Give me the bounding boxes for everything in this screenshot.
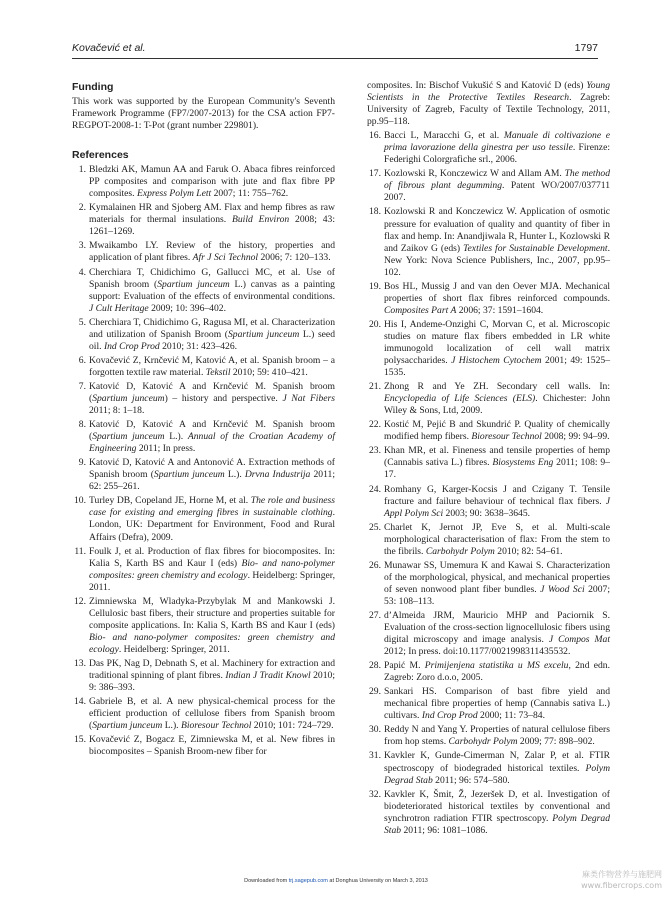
reference-text: Kozlowski R, Konczewicz W and Allam AM. The method of fibrous plant degumming. Patent WO/2007/037711 2007.: [384, 168, 610, 204]
reference-text: Sankari HS. Comparison of bast fibre yield and mechanical fibre properties of hemp (Cannabis sativa L.) cultivars. Ind Crop Prod 2000; 11: 73–84.: [384, 686, 610, 722]
reference-number: 22.: [369, 419, 381, 431]
reference-item: [367, 484, 610, 520]
reference-item: [367, 419, 610, 443]
reference-text: Zimniewska M, Wladyka-Przybylak M and Mankowski J. Cellulosic bast fibers, their structure and properties suitable for composite applications. In: Kalia S, Karth BS and Kaur I (eds) Bio- and nano-polymer composites: green chemistry and ecology. Heidelberg: Springer, 2011.: [89, 595, 335, 655]
reference-item: [367, 319, 610, 379]
reference-number: 31.: [369, 750, 381, 762]
reference-item: [367, 660, 610, 684]
reference-item: [72, 419, 335, 455]
reference-number: 3.: [78, 240, 86, 252]
reference-number: 30.: [369, 724, 381, 736]
reference-text: d’Almeida JRM, Mauricio MHP and Paciornik S. Evaluation of the cross-section lignocellulosic fibers using digital microscopy and image analysis. J Compos Mat 2012; In press. doi:10.1177/0021998311435532.: [384, 609, 610, 658]
reference-number: 6.: [78, 354, 86, 366]
footer-link[interactable]: trj.sagepub.com: [288, 878, 328, 884]
reference-text: Foulk J, et al. Production of flax fibres for biocomposites. In: Kalia S, Karth BS and Kaur I (eds) Bio- and nano-polymer composites: green chemistry and ecology. Heidelberg: Springer, 2011.: [89, 545, 335, 593]
reference-item: [72, 734, 335, 758]
reference-number: 13.: [74, 657, 86, 669]
reference-text: Reddy N and Yang Y. Properties of natural cellulose fibers from hop stems. Carbohydr Polym 2009; 77: 898–902.: [384, 724, 610, 748]
reference-number: 15.: [74, 734, 86, 746]
reference-text: Bos HL, Mussig J and van den Oever MJA. Mechanical properties of short flax fibres reinforced compounds. Composites Part A 2006; 37: 1591–1604.: [384, 280, 610, 316]
watermark-line1: 麻类作物营养与施肥网: [582, 870, 662, 879]
reference-number: 27.: [369, 609, 381, 621]
reference-list-left: [72, 164, 335, 758]
reference-number: 32.: [369, 788, 381, 800]
reference-item: [72, 495, 335, 543]
footer-suffix: at Donghua University on March 3, 2013: [327, 878, 428, 884]
reference-number: 1.: [78, 164, 86, 176]
reference-number: 16.: [369, 130, 381, 142]
footer-prefix: Downloaded from: [244, 878, 289, 884]
funding-heading: Funding: [72, 81, 114, 93]
reference-text: Romhany G, Karger-Kocsis J and Czigany T. Tensile fracture and failure behaviour of technical flax fibers. J Appl Polym Sci 2003; 90: 3638–3645.: [384, 483, 610, 519]
reference-text: Munawar SS, Umemura K and Kawai S. Characterization of the morphological, physical, and mechanical properties of seven nonwood plant fiber bundles. J Wood Sci 2007; 53: 108–113.: [384, 559, 610, 607]
reference-item: [367, 281, 610, 317]
reference-item: [72, 355, 335, 379]
reference-text: Kymalainen HR and Sjoberg AM. Flax and hemp fibres as raw materials for thermal insulations. Build Environ 2008; 43: 1261–1269.: [89, 202, 335, 238]
reference-item: [367, 789, 610, 837]
reference-text: Cherchiara T, Chidichimo G, Ragusa MI, et al. Characterization and utilization of Spanish Broom (Spartium junceum L.) seed oil. Ind Crop Prod 2010; 31: 423–426.: [89, 316, 335, 352]
reference-text: Kozlowski R and Konczewicz W. Application of osmotic pressure for evaluation of quality and quantity of fiber in flax and hemp. In: Anandjiwala R, Hunter L, Kozlowski R and Zaikov G (eds) Textiles for Sustainable Development. New York: Nova Science Publishers, Inc., 2007, pp.95–102.: [384, 206, 610, 278]
reference-text: Cherchiara T, Chidichimo G, Gallucci MC, et al. Use of Spanish broom (Spartium junceum L.) canvas as a painting support: Evaluation of the effects of environmental conditions. J Cult Heritage 2009; 10: 396–402.: [89, 266, 335, 314]
reference-number: 28.: [369, 660, 381, 672]
reference-item: [367, 610, 610, 658]
right-column: [367, 80, 610, 839]
reference-item: [72, 317, 335, 353]
reference-number: 10.: [74, 495, 86, 507]
reference-item: [72, 164, 335, 200]
reference-text: Turley DB, Copeland JE, Horne M, et al. The role and business case for existing and emerging fibres in sustainable clothing. London, UK: Department for Environment, Food and Rural Affairs (Defra), 2009.: [89, 495, 335, 543]
reference-number: 18.: [369, 206, 381, 218]
reference-text: Katović D, Katović A and Antonović A. Extraction methods of Spanish broom (Spartium junceum L.). Drvna Industrija 2011; 62: 255–261.: [89, 457, 335, 493]
reference-text: His I, Andeme-Onzighi C, Morvan C, et al. Microscopic studies on mature flax fibers embedded in LR white immunogold localization of cell wall matrix polysaccharides. J Histochem Cytochem 2001; 49: 1525–1535.: [384, 318, 610, 379]
reference-text: Gabriele B, et al. A new physical-chemical process for the efficient production of cellulose fibers from Spanish broom (Spartium junceum L.). Bioresour Technol 2010; 101: 724–729.: [89, 696, 335, 732]
reference-number: 12.: [74, 595, 86, 607]
reference-number: 7.: [78, 380, 86, 392]
reference-item: [72, 457, 335, 493]
reference-item: [72, 658, 335, 694]
reference-text: Kostić M, Pejić B and Skundrić P. Quality of chemically modified hemp fibers. Bioresour Technol 2008; 99: 94–99.: [384, 419, 610, 443]
reference-number: 11.: [74, 545, 86, 557]
reference-item: [367, 130, 610, 166]
funding-text: This work was supported by the European Community's Seventh Framework Programme (FP7/2007-2013) for the CSA action FP7-REGPOT-2008-1: T-Pot (grant number 229801).: [72, 96, 335, 132]
reference-text: Khan MR, et al. Fineness and tensile properties of hemp (Cannabis sativa L.) fibres. Biosystems Eng 2011; 108: 9–17.: [384, 445, 610, 481]
reference-number: 17.: [369, 168, 381, 180]
reference-item: [72, 202, 335, 238]
references-heading: References: [72, 149, 129, 162]
reference-text: Katović D, Katović A and Krnčević M. Spanish broom (Spartium junceum L.). Annual of the Croatian Academy of Engineering 2011; In press.: [89, 419, 335, 455]
reference-text: Kovačević Z, Bogacz E, Zimniewska M, et al. New fibres in biocomposites – Spanish Broom-new fiber for: [89, 734, 335, 758]
reference-text: Kovačević Z, Krnčević M, Katović A, et al. Spanish broom – a forgotten textile raw material. Tekstil 2010; 59: 410–421.: [89, 354, 335, 378]
reference-item: [72, 267, 335, 315]
reference-text: Bacci L, Maracchi G, et al. Manuale di coltivazione e prima lavorazione della ginestra per uso tessile. Firenze: Federighi Colorgrafiche srl., 2006.: [384, 130, 610, 166]
reference-number: 2.: [78, 202, 86, 214]
reference-number: 19.: [369, 280, 381, 292]
reference-number: 24.: [369, 483, 381, 495]
reference-text: Katović D, Katović A and Krnčević M. Spanish broom (Spartium junceum) – history and perspective. J Nat Fibers 2011; 8: 1–18.: [89, 380, 335, 417]
reference-text: Kavkler K, Šmit, Ž, Jezeršek D, et al. Investigation of biodeteriorated historical textiles by conventional and synchrotron radiation FTIR spectroscopy. Polym Degrad Stab 2011; 96: 1081–1086.: [384, 788, 611, 836]
reference-item: [367, 445, 610, 481]
reference-text: Das PK, Nag D, Debnath S, et al. Machinery for extraction and traditional spinning of plant fibres. Indian J Tradit Knowl 2010; 9: 386–393.: [89, 657, 335, 694]
reference-text: Bledzki AK, Mamun AA and Faruk O. Abaca fibres reinforced PP composites and comparison with jute and flax fibre PP composites. Express Polym Lett 2007; 11: 755–762.: [89, 164, 335, 200]
reference-item: [72, 546, 335, 594]
reference-text: Mwaikambo LY. Review of the history, properties and application of plant fibres. Afr J Sci Technol 2006; 7: 120–133.: [89, 240, 335, 264]
reference-number: 4.: [78, 266, 86, 278]
reference-number: 5.: [78, 316, 86, 328]
reference-continuation: composites. In: Bischof Vukušić S and Katović D (eds) Young Scientists in the Protective Textiles Research. Zagreb: University of Zagreb, Faculty of Textile Technology, 2011, pp.95–118.: [367, 80, 610, 128]
reference-number: 25.: [369, 521, 381, 533]
reference-item: [72, 696, 335, 732]
reference-number: 26.: [369, 559, 381, 571]
page-number: 1797: [574, 42, 598, 54]
header-rule: [72, 58, 598, 59]
reference-item: [72, 381, 335, 417]
reference-item: [367, 381, 610, 417]
reference-item: [72, 240, 335, 264]
download-footer: [0, 878, 672, 884]
reference-text: Papić M. Primijenjena statistika u MS excelu, 2nd edn. Zagreb: Zoro d.o.o, 2005.: [384, 660, 610, 684]
watermark: [581, 869, 662, 891]
reference-list-right: [367, 80, 610, 837]
reference-item: [367, 560, 610, 608]
reference-number: 20.: [369, 318, 381, 330]
reference-number: 23.: [369, 445, 381, 457]
reference-item: [367, 686, 610, 722]
running-header: [72, 42, 598, 58]
reference-item: [367, 206, 610, 278]
reference-item: [72, 596, 335, 656]
reference-item: [367, 724, 610, 748]
reference-number: 9.: [78, 457, 86, 469]
reference-text: Kavkler K, Gunde-Cimerman N, Zalar P, et al. FTIR spectroscopy of biodegraded historical textiles. Polym Degrad Stab 2011; 96: 574–580.: [384, 750, 610, 786]
reference-text: Zhong R and Ye ZH. Secondary cell walls. In: Encyclopedia of Life Sciences (ELS). Chichester: John Wiley & Sons, Ltd, 2009.: [384, 381, 610, 417]
reference-number: 14.: [74, 696, 86, 708]
reference-number: 29.: [369, 686, 381, 698]
left-column: [72, 80, 335, 760]
reference-text: Charlet K, Jernot JP, Eve S, et al. Multi-scale morphological characterisation of flax: From the stem to the fibrils. Carbohydr Polym 2010; 82: 54–61.: [384, 521, 610, 557]
reference-item: [367, 522, 610, 558]
reference-item: [367, 168, 610, 204]
running-header-author: Kovačević et al.: [72, 42, 146, 54]
reference-number: 21.: [369, 381, 381, 393]
watermark-line2: www.fibercrops.com: [581, 881, 662, 890]
reference-number: 8.: [78, 419, 86, 431]
reference-item: [367, 750, 610, 786]
